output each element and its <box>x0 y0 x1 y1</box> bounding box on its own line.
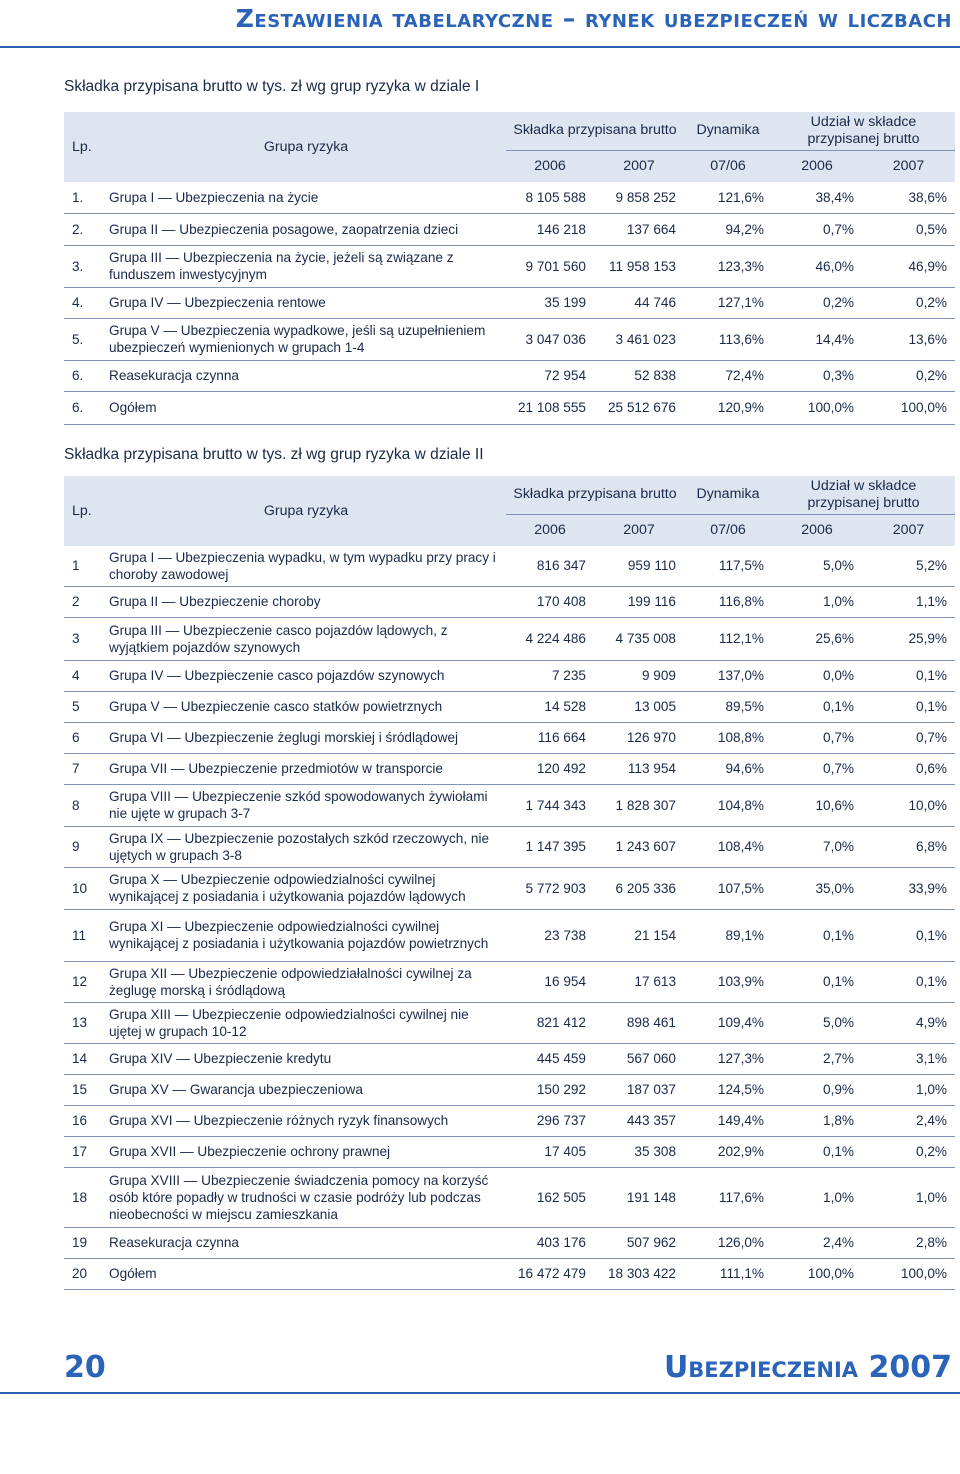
row-group-name: Grupa XV — Gwarancja ubezpieczeniowa <box>109 1082 363 1097</box>
row-lp: 3. <box>72 258 84 274</box>
row-premium-2006: 4 224 486 <box>525 631 586 646</box>
row-lp: 17 <box>72 1144 88 1159</box>
row-lp: 18 <box>72 1189 88 1205</box>
table-row <box>64 1105 955 1136</box>
row-dynamics: 107,5% <box>717 880 764 896</box>
row-lp: 1. <box>72 189 84 205</box>
row-dynamics: 202,9% <box>717 1144 764 1159</box>
row-dynamics: 117,5% <box>718 558 764 574</box>
row-share-2006: 0,0% <box>823 668 854 683</box>
table-row <box>64 1227 955 1258</box>
row-share-2007: 0,1% <box>916 668 947 683</box>
row-share-2006: 0,9% <box>823 1082 854 1097</box>
row-premium-2007: 9 909 <box>641 668 676 683</box>
row-group-name: Grupa II — Ubezpieczenie choroby <box>109 594 321 609</box>
row-premium-2006: 72 954 <box>544 368 586 383</box>
row-share-2006: 0,3% <box>823 368 854 383</box>
row-group-name: Grupa IV — Ubezpieczenie casco pojazdów szynowych <box>109 668 445 683</box>
row-premium-2007: 199 116 <box>627 594 676 609</box>
table-row <box>64 213 955 245</box>
table-row <box>64 586 955 617</box>
section1-caption: Składka przypisana brutto w tys. zł wg grup ryzyka w dziale I <box>64 78 480 95</box>
row-share-2007: 1,1% <box>916 594 947 609</box>
row-lp: 2 <box>72 594 80 609</box>
row-lp: 1 <box>72 558 80 574</box>
header-rule <box>0 46 960 48</box>
table-row <box>64 867 955 909</box>
row-share-2007: 0,2% <box>916 1144 947 1159</box>
row-lp: 8 <box>72 797 80 813</box>
row-share-2006: 0,2% <box>823 295 854 310</box>
header-share-2007: 2007 <box>862 514 955 546</box>
row-share-2007: 46,9% <box>908 258 947 274</box>
row-share-2006: 5,0% <box>823 1015 854 1030</box>
row-group-name: Grupa IX — Ubezpieczenie pozostałych szkód rzeczowych, nie ujętych w grupach 3-8 <box>109 830 490 863</box>
row-share-2006: 38,4% <box>815 189 854 205</box>
row-premium-2006: 7 235 <box>551 668 586 683</box>
row-premium-2006: 445 459 <box>536 1051 586 1066</box>
row-premium-2007: 126 970 <box>626 730 676 745</box>
row-group-name: Grupa III — Ubezpieczenia na życie, jeżeli są związane z funduszem inwestycyjnym <box>109 250 454 282</box>
row-dynamics: 108,8% <box>717 730 764 745</box>
row-group-name: Grupa XII — Ubezpieczenie odpowiedziałalności cywilnej za żeglugę morską i śródlądową <box>109 965 472 998</box>
row-share-2006: 1,0% <box>823 594 854 609</box>
row-share-2006: 100,0% <box>807 400 854 415</box>
row-share-2007: 4,9% <box>916 1015 947 1030</box>
row-premium-2007: 13 005 <box>634 699 676 714</box>
row-premium-2007: 3 461 023 <box>615 331 676 347</box>
row-share-2007: 33,9% <box>908 880 947 896</box>
row-premium-2007: 113 954 <box>627 761 676 776</box>
row-share-2006: 0,1% <box>823 927 854 943</box>
table-row <box>64 1167 955 1227</box>
row-premium-2007: 4 735 008 <box>615 631 676 646</box>
table-row <box>64 360 955 391</box>
row-share-2006: 10,6% <box>815 797 854 813</box>
row-premium-2006: 296 737 <box>536 1113 586 1128</box>
row-lp: 19 <box>72 1235 88 1250</box>
table-row <box>64 546 955 586</box>
row-group-name: Grupa XI — Ubezpieczenie odpowiedzialności cywilnej wynikającej z posiadania i użytkowania pojazdów powietrznych <box>109 919 489 951</box>
row-premium-2007: 507 962 <box>626 1235 676 1250</box>
row-lp: 6 <box>72 730 80 745</box>
row-premium-2006: 821 412 <box>536 1015 586 1030</box>
table-row <box>64 617 955 660</box>
row-dynamics: 116,8% <box>718 594 764 609</box>
row-lp: 2. <box>72 221 84 237</box>
header-year-2006: 2006 <box>506 514 594 546</box>
row-share-2006: 14,4% <box>815 331 854 347</box>
row-share-2007: 100,0% <box>900 1266 947 1281</box>
row-dynamics: 89,1% <box>725 927 764 943</box>
header-year-2006: 2006 <box>506 150 594 182</box>
row-share-2007: 0,7% <box>916 730 947 745</box>
row-premium-2006: 17 405 <box>544 1144 586 1159</box>
row-dynamics: 137,0% <box>717 668 764 683</box>
header-share: Udział w składce przypisanej brutto <box>772 112 955 150</box>
row-share-2006: 46,0% <box>815 258 854 274</box>
row-lp: 11 <box>72 927 87 943</box>
row-dynamics: 104,8% <box>717 797 764 813</box>
row-premium-2006: 403 176 <box>536 1235 586 1250</box>
header-share: Udział w składce przypisanej brutto <box>772 476 955 514</box>
row-lp: 9 <box>72 839 80 854</box>
row-share-2006: 0,7% <box>823 221 854 237</box>
row-lp: 5. <box>72 331 84 347</box>
row-group-name: Grupa II — Ubezpieczenia posagowe, zaopatrzenia dzieci <box>109 221 459 237</box>
row-share-2007: 0,5% <box>916 221 947 237</box>
header-premium: Składka przypisana brutto <box>506 476 684 514</box>
row-group-name: Grupa VIII — Ubezpieczenie szkód spowodowanych żywiołami nie ujęte w grupach 3-7 <box>109 789 488 821</box>
row-dynamics: 121,6% <box>717 189 764 205</box>
row-group-name: Grupa IV — Ubezpieczenia rentowe <box>109 295 326 310</box>
row-premium-2006: 8 105 588 <box>525 189 586 205</box>
table-row <box>64 826 955 867</box>
table-row <box>64 182 955 213</box>
row-share-2006: 100,0% <box>807 1266 854 1281</box>
row-premium-2007: 6 205 336 <box>615 880 676 896</box>
row-share-2007: 100,0% <box>900 400 947 415</box>
row-premium-2007: 959 110 <box>627 558 676 574</box>
row-group-name: Grupa III — Ubezpieczenie casco pojazdów lądowych, z wyjątkiem pojazdów szynowych <box>109 622 448 655</box>
table-dzial-1 <box>64 112 955 425</box>
row-lp: 14 <box>72 1051 88 1066</box>
row-share-2007: 13,6% <box>908 331 947 347</box>
row-group-name: Grupa I — Ubezpieczenia wypadku, w tym wypadku przy pracy i choroby zawodowej <box>109 549 496 582</box>
row-dynamics: 123,3% <box>717 258 764 274</box>
table-row <box>64 287 955 318</box>
row-dynamics: 127,3% <box>717 1051 764 1066</box>
header-group: Grupa ryzyka <box>106 476 506 546</box>
row-share-2006: 0,1% <box>823 699 854 714</box>
row-premium-2007: 187 037 <box>626 1082 676 1097</box>
row-lp: 20 <box>72 1266 88 1281</box>
row-group-name: Ogółem <box>109 1266 157 1281</box>
row-dynamics: 149,4% <box>717 1113 764 1128</box>
row-share-2006: 1,8% <box>823 1113 854 1128</box>
row-lp: 6. <box>72 368 84 383</box>
table-row <box>64 961 955 1002</box>
header-dyn-period: 07/06 <box>684 514 772 546</box>
row-share-2006: 2,4% <box>823 1235 854 1250</box>
row-lp: 5 <box>72 699 80 714</box>
header-dynamics: Dynamika <box>684 112 772 150</box>
row-group-name: Grupa VII — Ubezpieczenie przedmiotów w transporcie <box>109 761 443 776</box>
row-share-2007: 2,8% <box>916 1235 947 1250</box>
header-title: Zestawienia tabelaryczne – rynek ubezpieczeń w liczbach <box>235 4 952 33</box>
row-premium-2007: 17 613 <box>634 974 676 989</box>
row-lp: 6. <box>72 400 84 415</box>
row-share-2006: 0,7% <box>823 730 854 745</box>
row-dynamics: 108,4% <box>717 839 764 854</box>
row-share-2006: 2,7% <box>823 1051 854 1066</box>
publication-title: Ubezpieczenia 2007 <box>663 1350 952 1385</box>
row-group-name: Grupa XIV — Ubezpieczenie kredytu <box>109 1051 332 1066</box>
row-premium-2006: 21 108 555 <box>517 400 586 415</box>
row-lp: 7 <box>72 761 80 776</box>
table-row <box>64 909 955 961</box>
row-share-2007: 0,6% <box>916 761 947 776</box>
row-premium-2006: 1 147 395 <box>525 839 586 854</box>
row-share-2007: 5,2% <box>916 558 947 574</box>
table-row <box>64 1074 955 1105</box>
row-dynamics: 72,4% <box>725 368 764 383</box>
row-premium-2007: 18 303 422 <box>607 1266 676 1281</box>
row-share-2006: 1,0% <box>823 1189 854 1205</box>
table-row <box>64 722 955 753</box>
page-header <box>0 0 960 60</box>
header-share-2007: 2007 <box>862 150 955 182</box>
row-dynamics: 89,5% <box>725 699 764 714</box>
row-group-name: Grupa X — Ubezpieczenie odpowiedzialności cywilnej wynikającej z posiadania i użytkowania pojazdów lądowych <box>109 872 466 904</box>
section2-caption: Składka przypisana brutto w tys. zł wg grup ryzyka w dziale II <box>64 446 484 463</box>
row-dynamics: 112,1% <box>718 631 764 646</box>
header-share-2006: 2006 <box>772 150 862 182</box>
row-group-name: Grupa V — Ubezpieczenia wypadkowe, jeśli są uzupełnieniem ubezpieczeń wymienionych w grupach 1-4 <box>109 323 486 355</box>
row-lp: 16 <box>72 1113 88 1128</box>
table-row <box>64 245 955 287</box>
header-group: Grupa ryzyka <box>106 112 506 182</box>
row-group-name: Reasekuracja czynna <box>109 368 239 383</box>
row-group-name: Grupa XIII — Ubezpieczenie odpowiedzialności cywilnej nie ujętej w grupach 10-12 <box>109 1006 469 1039</box>
row-share-2007: 0,2% <box>916 368 947 383</box>
row-premium-2006: 816 347 <box>536 558 586 574</box>
row-premium-2007: 898 461 <box>626 1015 676 1030</box>
row-premium-2007: 21 154 <box>634 927 676 943</box>
row-premium-2007: 52 838 <box>634 368 676 383</box>
row-premium-2007: 44 746 <box>634 295 676 310</box>
row-premium-2006: 170 408 <box>536 594 586 609</box>
row-dynamics: 120,9% <box>717 400 764 415</box>
row-share-2007: 1,0% <box>916 1189 947 1205</box>
row-premium-2007: 35 308 <box>634 1144 676 1159</box>
row-share-2006: 7,0% <box>823 839 854 854</box>
header-dynamics: Dynamika <box>684 476 772 514</box>
row-premium-2006: 1 744 343 <box>525 797 586 813</box>
row-premium-2007: 567 060 <box>626 1051 676 1066</box>
row-group-name: Grupa V — Ubezpieczenie casco statków powietrznych <box>109 699 443 714</box>
row-premium-2006: 35 199 <box>544 295 586 310</box>
row-dynamics: 126,0% <box>717 1235 764 1250</box>
header-dyn-period: 07/06 <box>684 150 772 182</box>
header-lp: Lp. <box>64 112 106 182</box>
row-share-2007: 0,1% <box>916 974 947 989</box>
row-share-2007: 1,0% <box>916 1082 947 1097</box>
row-lp: 13 <box>72 1015 88 1030</box>
table-dzial-2 <box>64 476 955 1290</box>
row-group-name: Grupa I — Ubezpieczenia na życie <box>109 189 319 205</box>
table-row <box>64 753 955 784</box>
row-share-2007: 6,8% <box>916 839 947 854</box>
row-share-2006: 35,0% <box>815 880 854 896</box>
row-share-2006: 0,1% <box>823 1144 854 1159</box>
table-row <box>64 660 955 691</box>
header-lp: Lp. <box>64 476 106 546</box>
row-group-name: Grupa XVI — Ubezpieczenie różnych ryzyk finansowych <box>109 1113 449 1128</box>
row-share-2006: 0,7% <box>823 761 854 776</box>
row-share-2007: 2,4% <box>916 1113 947 1128</box>
row-dynamics: 94,6% <box>725 761 764 776</box>
row-dynamics: 124,5% <box>717 1082 764 1097</box>
table-row <box>64 1136 955 1167</box>
row-share-2007: 0,2% <box>916 295 947 310</box>
row-premium-2006: 3 047 036 <box>525 331 586 347</box>
row-dynamics: 117,6% <box>718 1189 764 1205</box>
row-lp: 10 <box>72 880 88 896</box>
row-premium-2006: 9 701 560 <box>525 258 586 274</box>
row-share-2007: 0,1% <box>916 699 947 714</box>
row-dynamics: 94,2% <box>725 221 764 237</box>
row-share-2007: 10,0% <box>908 797 947 813</box>
header-year-2007: 2007 <box>594 514 684 546</box>
row-premium-2007: 9 858 252 <box>615 189 676 205</box>
row-premium-2006: 146 218 <box>536 221 586 237</box>
header-premium: Składka przypisana brutto <box>506 112 684 150</box>
header-year-2007: 2007 <box>594 150 684 182</box>
row-share-2006: 5,0% <box>823 558 854 574</box>
table-row <box>64 1258 955 1289</box>
row-premium-2007: 1 828 307 <box>615 797 676 813</box>
row-group-name: Grupa XVIII — Ubezpieczenie świadczenia pomocy na korzyść osób które popadły w trudności w czasie podróży lub podczas nieobecności w miejscu zamieszkania <box>109 1172 489 1222</box>
row-share-2006: 0,1% <box>823 974 854 989</box>
row-group-name: Grupa VI — Ubezpieczenie żeglugi morskiej i śródlądowej <box>109 730 459 745</box>
row-premium-2006: 120 492 <box>536 761 586 776</box>
row-premium-2007: 443 357 <box>626 1113 676 1128</box>
header-share-2006: 2006 <box>772 514 862 546</box>
row-dynamics: 109,4% <box>717 1015 764 1030</box>
row-lp: 4 <box>72 668 80 683</box>
table-row <box>64 784 955 826</box>
row-premium-2006: 23 738 <box>544 927 586 943</box>
row-premium-2006: 162 505 <box>536 1189 586 1205</box>
row-lp: 3 <box>72 631 80 646</box>
row-dynamics: 103,9% <box>717 974 764 989</box>
table-row <box>64 391 955 424</box>
row-lp: 4. <box>72 295 84 310</box>
row-group-name: Grupa XVII — Ubezpieczenie ochrony prawnej <box>109 1144 391 1159</box>
page-number: 20 <box>64 1350 106 1385</box>
row-lp: 15 <box>72 1082 88 1097</box>
row-dynamics: 113,6% <box>718 331 764 347</box>
row-share-2007: 25,9% <box>908 631 947 646</box>
table-row <box>64 1002 955 1043</box>
footer-rule <box>0 1392 960 1394</box>
table-row <box>64 1043 955 1074</box>
row-premium-2007: 1 243 607 <box>615 839 676 854</box>
row-share-2007: 38,6% <box>908 189 947 205</box>
table-row <box>64 318 955 360</box>
table-row <box>64 691 955 722</box>
row-premium-2007: 25 512 676 <box>607 400 676 415</box>
row-premium-2006: 14 528 <box>544 699 586 714</box>
row-premium-2006: 16 472 479 <box>517 1266 586 1281</box>
row-premium-2007: 11 958 153 <box>608 258 676 274</box>
row-share-2007: 3,1% <box>916 1051 947 1066</box>
row-share-2007: 0,1% <box>916 927 947 943</box>
row-share-2006: 25,6% <box>815 631 854 646</box>
row-dynamics: 111,1% <box>719 1266 764 1281</box>
row-premium-2006: 5 772 903 <box>525 880 586 896</box>
row-premium-2006: 116 664 <box>537 730 586 745</box>
row-premium-2006: 16 954 <box>544 974 586 989</box>
row-group-name: Ogółem <box>109 400 157 415</box>
row-premium-2007: 191 148 <box>626 1189 676 1205</box>
row-premium-2007: 137 664 <box>626 221 676 237</box>
row-lp: 12 <box>72 974 88 989</box>
row-group-name: Reasekuracja czynna <box>109 1235 239 1250</box>
row-dynamics: 127,1% <box>717 295 764 310</box>
row-premium-2006: 150 292 <box>536 1082 586 1097</box>
